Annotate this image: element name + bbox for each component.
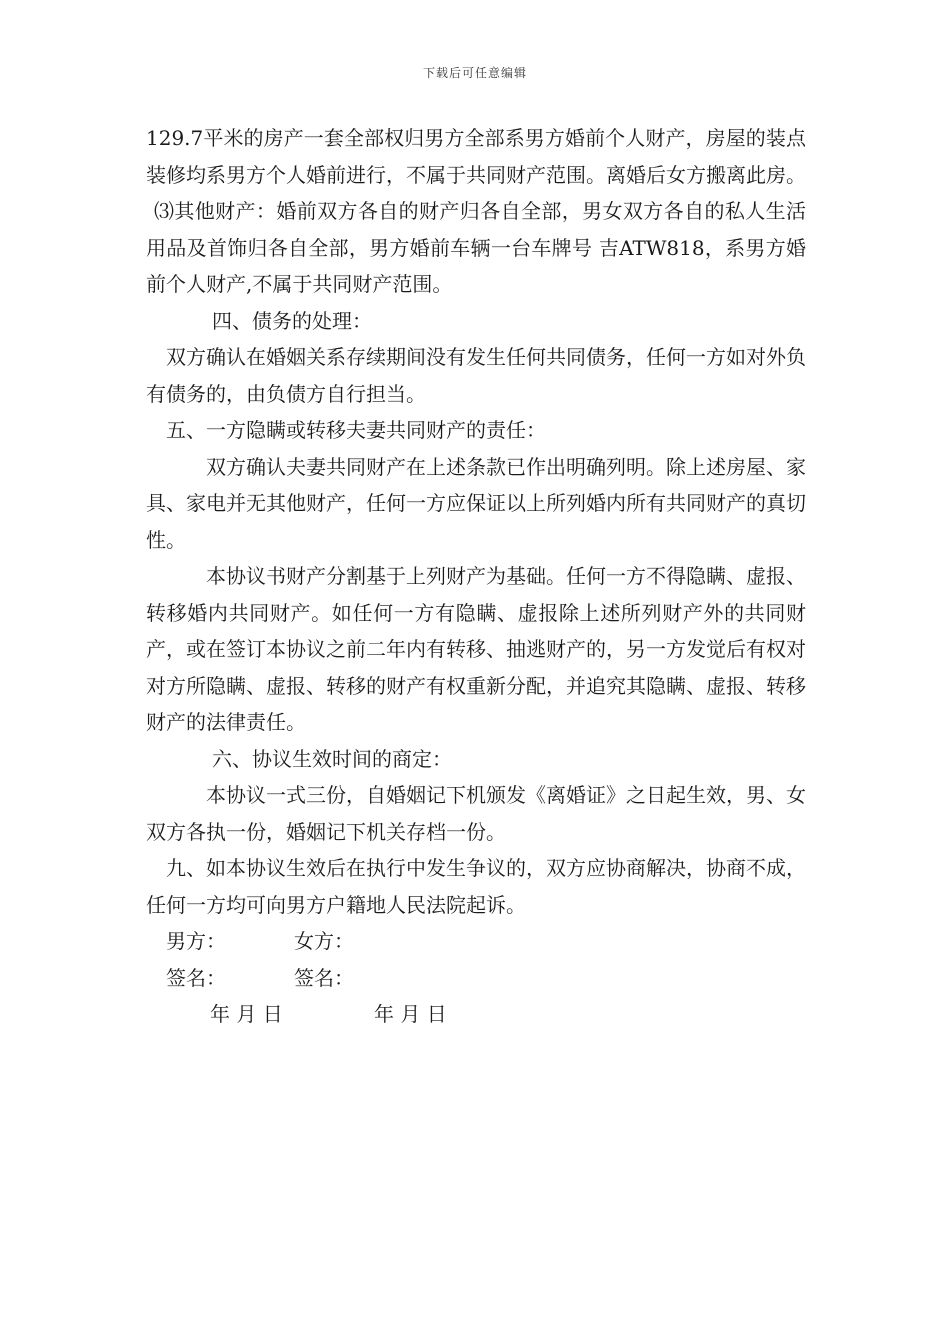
paragraph-concealment-1: 双方确认夫妻共同财产在上述条款已作出明确列明。除上述房屋、家具、家电并无其他财产，任何一方应保证以上所列婚内所有共同财产的真切性。 (146, 454, 806, 552)
signature-party-row (146, 923, 806, 960)
paragraph-other-property: ⑶其他财产：婚前双方各自的财产归各自全部，男女双方各自的私人生活用品及首饰归各自全部，男方婚前车辆一台车牌号 吉ATW818，系男方婚前个人财产,不属于共同财产范围。 (146, 199, 806, 296)
signature-sign-row (146, 960, 806, 997)
paragraph-debt: 双方确认在婚姻关系存续期间没有发生任何共同债务，任何一方如对外负有债务的，由负债方自行担当。 (146, 345, 806, 406)
section-heading-effective: 六、协议生效时间的商定： (212, 746, 452, 771)
male-signature-label: 签名： (166, 965, 226, 990)
female-date-label: 年 月 日 (374, 1002, 447, 1026)
document-body (146, 120, 806, 1033)
female-signature-label: 签名： (294, 965, 354, 990)
paragraph-concealment-2: 本协议书财产分割基于上列财产为基础。任何一方不得隐瞒、虚报、转移婚内共同财产。如任何一方有隐瞒、虚报除上述所列财产外的共同财产，或在签订本协议之前二年内有转移、抽逃财产的，另一方发觉后有权对对方所隐瞒、虚报、转移的财产有权重新分配，并追究其隐瞒、虚报、转移财产的法律责任。 (146, 564, 806, 734)
paragraph-property-house: 129.7平米的房产一套全部权归男方全部系男方婚前个人财产，房屋的装点装修均系男方个人婚前进行，不属于共同财产范围。离婚后女方搬离此房。 (146, 126, 806, 187)
paragraph-effective: 本协议一式三份，自婚姻记下机颁发《离婚证》之日起生效，男、女双方各执一份，婚姻记下机关存档一份。 (146, 783, 806, 844)
section-heading-concealment: 五、一方隐瞒或转移夫妻共同财产的责任： (166, 418, 546, 442)
male-party-label: 男方： (166, 929, 226, 953)
section-heading-debt: 四、债务的处理： (212, 308, 372, 333)
page-header-note: 下载后可任意编辑 (422, 66, 527, 80)
signature-date-row (146, 996, 806, 1033)
male-date-label: 年 月 日 (210, 1002, 283, 1026)
paragraph-dispute: 九、如本协议生效后在执行中发生争议的，双方应协商解决，协商不成，任何一方均可向男方户籍地人民法院起诉。 (146, 856, 806, 917)
female-party-label: 女方： (294, 929, 354, 953)
